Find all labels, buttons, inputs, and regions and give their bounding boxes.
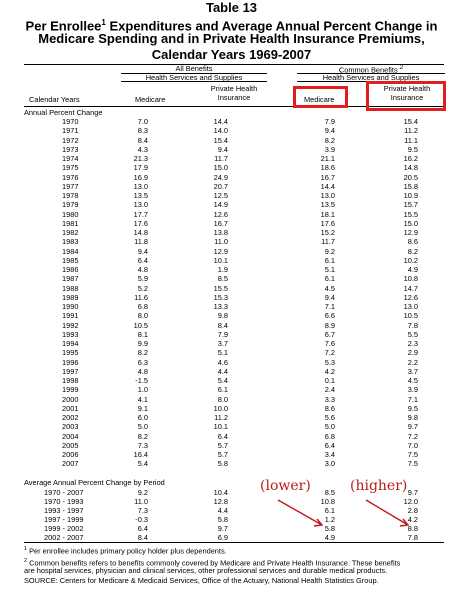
annual-private-all: 5.7 — [217, 450, 228, 459]
annual-medicare-common: 9.2 — [324, 246, 335, 256]
col-header-medicare-all: Medicare — [135, 95, 166, 104]
annual-period-label: 1989 — [62, 292, 79, 302]
annual-period-label: 2004 — [62, 431, 79, 441]
footnote-1-text: Per enrollee includes primary policy holder plus dependents. — [27, 546, 227, 556]
average-private-common: 8.8 — [407, 524, 418, 533]
sub-common-hss: Health Services and Supplies — [322, 73, 420, 82]
annual-private-common: 7.0 — [407, 440, 418, 450]
annual-medicare-all: 14.8 — [133, 228, 148, 237]
annual-medicare-all: 8.2 — [137, 348, 148, 358]
annual-private-common: 12.6 — [403, 292, 418, 302]
annual-medicare-all: 6.3 — [137, 357, 148, 367]
annual-medicare-all: -1.5 — [135, 376, 148, 385]
annual-medicare-all: 5.0 — [137, 422, 148, 432]
annual-medicare-common: 21.1 — [320, 154, 335, 163]
sub-all-hss: Health Services and Supplies — [145, 73, 243, 82]
annual-medicare-all: 11.6 — [134, 292, 148, 302]
annual-private-all: 16.7 — [213, 218, 228, 228]
annual-medicare-common: 17.6 — [320, 218, 335, 228]
annual-medicare-all: 17.7 — [133, 209, 148, 219]
annual-medicare-all: 9.1 — [137, 403, 148, 413]
annual-medicare-common: 4.5 — [324, 283, 335, 293]
title-text-b: Expenditures and Average Annual Percent Change in — [105, 18, 438, 34]
average-private-all: 10.4 — [213, 488, 228, 497]
average-medicare-all: 7.3 — [137, 506, 148, 515]
average-private-common: 4.2 — [407, 515, 418, 524]
annual-private-all: 7.9 — [217, 329, 228, 339]
average-private-common: 12.0 — [403, 497, 418, 506]
annual-private-all: 15.4 — [213, 135, 228, 145]
average-private-all: 5.8 — [217, 515, 228, 524]
annual-private-common: 14.8 — [403, 163, 418, 173]
annual-medicare-common: 15.2 — [320, 228, 335, 237]
annual-medicare-common: 6.4 — [324, 440, 335, 450]
annual-period-label: 2002 — [62, 413, 79, 422]
footnote-1 — [24, 545, 227, 555]
annual-medicare-all: 16.9 — [133, 172, 148, 182]
annual-period-label: 1976 — [62, 172, 79, 182]
annual-period-label: 1978 — [62, 191, 79, 200]
annual-private-all: 14.4 — [213, 117, 228, 126]
annual-medicare-all: 10.5 — [133, 320, 148, 330]
average-period-label: 1997 - 1999 — [44, 515, 84, 524]
annual-private-all: 5.7 — [217, 440, 228, 450]
annual-period-label: 1972 — [62, 135, 79, 145]
table-title-line-2: Medicare Spending and in Private Health Insurance Premiums, — [38, 31, 425, 46]
annual-period-label: 1993 — [62, 329, 79, 339]
average-period-label: 1999 - 2002 — [44, 524, 84, 533]
annual-medicare-common: 6.7 — [324, 329, 335, 339]
annual-medicare-all: 4.1 — [137, 394, 148, 404]
annotation-higher: (higher) — [350, 478, 408, 494]
annual-period-label: 1999 — [62, 385, 79, 395]
source-note: SOURCE: Centers for Medicare & Medicaid Services, Office of the Actuary, National Health Statistics Group. — [24, 576, 379, 585]
annual-medicare-all: 4.3 — [137, 144, 148, 154]
annual-medicare-common: 3.9 — [324, 144, 335, 154]
annual-private-all: 4.6 — [217, 357, 228, 367]
annual-medicare-all: 13.5 — [133, 191, 148, 200]
annual-medicare-common: 3.0 — [324, 459, 335, 469]
annual-period-label: 1975 — [62, 163, 79, 173]
annual-medicare-common: 3.3 — [324, 394, 335, 404]
average-private-common: 7.8 — [407, 533, 418, 542]
annual-period-label: 1991 — [62, 311, 79, 321]
annual-private-all: 10.1 — [213, 422, 228, 432]
annual-medicare-all: 9.4 — [137, 246, 148, 256]
annual-private-all: 5.8 — [217, 459, 228, 469]
annual-medicare-common: 7.1 — [324, 302, 335, 311]
annual-medicare-common: 11.7 — [321, 237, 335, 247]
annual-medicare-common: 16.7 — [320, 172, 335, 182]
annual-medicare-common: 6.6 — [324, 311, 335, 321]
annual-period-label: 2000 — [62, 394, 79, 404]
annual-private-all: 6.4 — [217, 431, 228, 441]
annual-private-common: 7.1 — [407, 394, 418, 404]
annual-private-all: 10.1 — [213, 255, 228, 265]
annual-medicare-all: 6.4 — [137, 255, 148, 265]
annual-private-common: 7.5 — [407, 459, 418, 469]
annual-private-all: 12.6 — [213, 209, 228, 219]
annual-private-all: 4.4 — [217, 366, 228, 376]
annual-medicare-common: 0.1 — [324, 376, 335, 385]
annual-period-label: 1992 — [62, 320, 79, 330]
col-header-private-common-1: Private Health — [383, 84, 431, 93]
annotation-lower: (lower) — [260, 478, 311, 494]
annual-private-common: 15.7 — [403, 200, 418, 210]
annual-private-common: 4.9 — [407, 265, 418, 274]
annual-private-all: 1.9 — [217, 265, 228, 274]
average-private-all: 12.8 — [213, 497, 228, 506]
group-common-footnote: 2 — [399, 65, 404, 71]
average-medicare-common: 1.2 — [324, 515, 335, 524]
annual-private-all: 9.4 — [217, 144, 228, 154]
average-medicare-common: 5.8 — [324, 524, 335, 533]
average-medicare-common: 6.1 — [324, 506, 335, 515]
annual-private-all: 20.7 — [213, 181, 228, 191]
annual-period-label: 2005 — [62, 440, 79, 450]
average-medicare-all: 6.4 — [137, 524, 148, 533]
annual-private-common: 3.9 — [407, 385, 418, 395]
annual-private-common: 15.0 — [403, 218, 418, 228]
annual-period-label: 1979 — [62, 200, 79, 210]
annual-medicare-common: 7.2 — [324, 348, 335, 358]
annual-medicare-all: 4.8 — [137, 366, 148, 376]
annual-private-common: 3.7 — [407, 366, 418, 376]
average-private-all: 6.9 — [217, 533, 228, 542]
average-period-label: 2002 - 2007 — [44, 533, 84, 542]
annual-medicare-common: 5.6 — [324, 413, 335, 422]
annual-private-all: 14.0 — [213, 126, 228, 136]
annual-private-common: 10.2 — [403, 255, 418, 265]
average-medicare-all: 9.2 — [137, 488, 148, 497]
annual-private-common: 9.8 — [407, 413, 418, 422]
footnote-2-text: Common benefits refers to benefits commonly covered by Medicare and Private Health Insurance. These benefits — [27, 558, 401, 568]
annual-private-common: 15.8 — [403, 181, 418, 191]
annual-medicare-common: 8.2 — [324, 135, 335, 145]
annual-private-all: 3.7 — [217, 339, 228, 348]
annual-period-label: 2007 — [62, 459, 79, 469]
annual-period-label: 1988 — [62, 283, 79, 293]
annual-period-label: 1977 — [62, 181, 79, 191]
annual-medicare-common: 6.1 — [324, 274, 335, 284]
annual-private-all: 11.7 — [214, 154, 228, 163]
average-medicare-common: 4.9 — [324, 533, 335, 542]
annual-period-label: 1974 — [62, 154, 79, 163]
annual-period-label: 1996 — [62, 357, 79, 367]
annual-medicare-all: 1.0 — [137, 385, 148, 395]
annual-medicare-all: 8.1 — [137, 329, 148, 339]
annual-private-all: 12.9 — [213, 246, 228, 256]
annual-private-common: 11.1 — [404, 135, 418, 145]
annual-medicare-all: 16.4 — [133, 450, 148, 459]
annual-private-common: 8.6 — [407, 237, 418, 247]
group-common-text: Common Benefits — [338, 65, 400, 75]
footnote-2-marker: 2 — [24, 558, 28, 564]
section-average-title: Average Annual Percent Change by Period — [24, 478, 165, 487]
annual-period-label: 1998 — [62, 376, 79, 385]
table-number: Table 13 — [205, 0, 258, 15]
annual-medicare-common: 9.4 — [324, 292, 335, 302]
annual-period-label: 1994 — [62, 339, 79, 348]
annual-private-common: 16.2 — [403, 154, 418, 163]
annual-private-all: 9.8 — [217, 311, 228, 321]
table-title-line-3: Calendar Years 1969-2007 — [151, 47, 312, 62]
annual-private-all: 8.4 — [217, 320, 228, 330]
arrow-higher-line — [366, 500, 408, 525]
average-medicare-all: -0.3 — [135, 515, 148, 524]
annual-private-all: 11.0 — [214, 237, 228, 247]
annual-private-all: 14.9 — [213, 200, 228, 210]
footnote-2-line-2: are hospital services, physician and clinical services, other professional services and durable medical products. — [24, 566, 388, 575]
annual-medicare-common: 13.0 — [320, 191, 335, 200]
table-bottom-rule — [24, 542, 444, 543]
col-header-private-common-2: Insurance — [390, 93, 424, 102]
annual-medicare-common: 8.6 — [324, 403, 335, 413]
annual-period-label: 2006 — [62, 450, 79, 459]
annual-medicare-common: 5.0 — [324, 422, 335, 432]
annual-period-label: 1987 — [62, 274, 79, 284]
annual-medicare-all: 8.3 — [137, 126, 148, 136]
annual-medicare-all: 8.4 — [137, 135, 148, 145]
annual-private-common: 7.8 — [407, 320, 418, 330]
annual-period-label: 2001 — [62, 403, 79, 413]
annual-period-label: 1997 — [62, 366, 79, 376]
annual-medicare-common: 18.1 — [320, 209, 335, 219]
annual-medicare-common: 18.6 — [320, 163, 335, 173]
annual-medicare-common: 13.5 — [320, 200, 335, 210]
annual-private-all: 13.8 — [213, 228, 228, 237]
annual-private-common: 2.9 — [407, 348, 418, 358]
annual-medicare-all: 13.0 — [133, 181, 148, 191]
annual-private-all: 8.5 — [217, 274, 228, 284]
annual-medicare-common: 5.3 — [324, 357, 335, 367]
annual-medicare-all: 17.9 — [133, 163, 148, 173]
annual-private-common: 10.8 — [403, 274, 418, 284]
col-header-medicare-common: Medicare — [304, 95, 335, 104]
title-text-a: Per Enrollee — [25, 18, 102, 34]
annual-medicare-common: 3.4 — [324, 450, 335, 459]
annual-medicare-all: 21.3 — [133, 154, 148, 163]
annual-private-common: 14.7 — [403, 283, 418, 293]
annual-private-common: 9.7 — [407, 422, 418, 432]
annual-medicare-common: 8.9 — [324, 320, 335, 330]
annual-medicare-all: 5.9 — [137, 274, 148, 284]
annual-private-all: 5.4 — [217, 376, 228, 385]
annual-private-common: 12.9 — [403, 228, 418, 237]
title-footnote-marker: 1 — [101, 18, 106, 27]
average-period-label: 1970 - 2007 — [44, 488, 84, 497]
annual-medicare-all: 4.8 — [137, 265, 148, 274]
annual-medicare-common: 5.1 — [324, 265, 335, 274]
group-all-benefits: All Benefits — [175, 64, 213, 73]
annual-private-common: 13.0 — [403, 302, 418, 311]
annual-private-common: 5.5 — [407, 329, 418, 339]
annual-private-common: 7.2 — [407, 431, 418, 441]
annual-period-label: 1984 — [62, 246, 79, 256]
annual-medicare-all: 17.6 — [133, 218, 148, 228]
annual-private-all: 8.0 — [217, 394, 228, 404]
annual-private-common: 7.5 — [407, 450, 418, 459]
average-period-label: 1970 - 1993 — [44, 497, 84, 506]
annual-private-common: 2.3 — [407, 339, 418, 348]
annual-private-all: 15.3 — [213, 292, 228, 302]
annual-medicare-all: 6.8 — [137, 302, 148, 311]
annual-private-common: 9.5 — [407, 144, 418, 154]
annual-private-common: 10.5 — [403, 311, 418, 321]
annual-medicare-all: 8.0 — [137, 311, 148, 321]
annual-private-common: 10.9 — [403, 191, 418, 200]
annual-medicare-common: 2.4 — [324, 385, 335, 395]
col-header-year: Calendar Years — [29, 95, 80, 104]
annual-medicare-common: 14.4 — [320, 181, 335, 191]
annual-period-label: 1990 — [62, 302, 79, 311]
average-period-label: 1993 - 1997 — [44, 506, 84, 515]
annual-private-common: 4.5 — [407, 376, 418, 385]
annual-medicare-common: 6.1 — [324, 255, 335, 265]
annual-medicare-all: 5.2 — [137, 283, 148, 293]
annual-medicare-common: 9.4 — [324, 126, 335, 136]
annual-period-label: 1985 — [62, 255, 79, 265]
annual-period-label: 1971 — [62, 126, 79, 136]
annual-period-label: 1980 — [62, 209, 79, 219]
annual-private-all: 6.1 — [217, 385, 228, 395]
annual-medicare-all: 8.2 — [137, 431, 148, 441]
annual-private-common: 9.5 — [407, 403, 418, 413]
average-private-all: 4.4 — [217, 506, 228, 515]
annual-private-all: 11.2 — [214, 413, 228, 422]
average-private-common: 9.7 — [407, 488, 418, 497]
annual-private-all: 13.3 — [213, 302, 228, 311]
annual-private-all: 15.5 — [213, 283, 228, 293]
annual-medicare-all: 6.0 — [137, 413, 148, 422]
annual-medicare-common: 7.6 — [324, 339, 335, 348]
annual-medicare-all: 5.4 — [137, 459, 148, 469]
annual-period-label: 1983 — [62, 237, 79, 247]
annual-private-all: 10.0 — [213, 403, 228, 413]
footnote-1-marker: 1 — [24, 546, 28, 552]
annual-private-all: 12.5 — [213, 191, 228, 200]
annual-private-common: 15.5 — [403, 209, 418, 219]
annual-period-label: 2003 — [62, 422, 79, 432]
annual-medicare-common: 6.8 — [324, 431, 335, 441]
annual-private-common: 20.5 — [403, 172, 418, 182]
average-medicare-common: 10.8 — [320, 497, 335, 506]
annual-medicare-all: 13.0 — [133, 200, 148, 210]
annual-private-common: 15.4 — [403, 117, 418, 126]
annual-period-label: 1982 — [62, 228, 79, 237]
annual-medicare-all: 7.0 — [137, 117, 148, 126]
average-private-common: 2.8 — [407, 506, 418, 515]
annual-private-all: 15.0 — [213, 163, 228, 173]
annual-medicare-all: 7.3 — [137, 440, 148, 450]
col-header-private-all-1: Private Health — [210, 84, 258, 93]
arrow-lower-line — [278, 500, 322, 525]
average-private-all: 9.7 — [217, 524, 228, 533]
annual-period-label: 1995 — [62, 348, 79, 358]
annual-medicare-all: 11.8 — [134, 237, 148, 247]
section-annual-title: Annual Percent Change — [24, 108, 103, 117]
annual-private-all: 5.1 — [217, 348, 228, 358]
annual-private-all: 24.9 — [213, 172, 228, 182]
annual-period-label: 1973 — [62, 144, 79, 154]
annual-medicare-all: 9.9 — [137, 339, 148, 348]
average-medicare-common: 8.5 — [324, 488, 335, 497]
annual-period-label: 1970 — [62, 117, 79, 126]
col-header-private-all-2: Insurance — [217, 93, 251, 102]
annual-private-common: 8.2 — [407, 246, 418, 256]
annual-period-label: 1986 — [62, 265, 79, 274]
average-medicare-all: 8.4 — [137, 533, 148, 542]
annual-private-common: 2.2 — [407, 357, 418, 367]
annual-period-label: 1981 — [62, 218, 79, 228]
annual-medicare-common: 4.2 — [324, 366, 335, 376]
average-medicare-all: 11.0 — [134, 497, 148, 506]
annual-private-common: 11.2 — [404, 126, 418, 136]
annual-medicare-common: 7.9 — [324, 117, 335, 126]
